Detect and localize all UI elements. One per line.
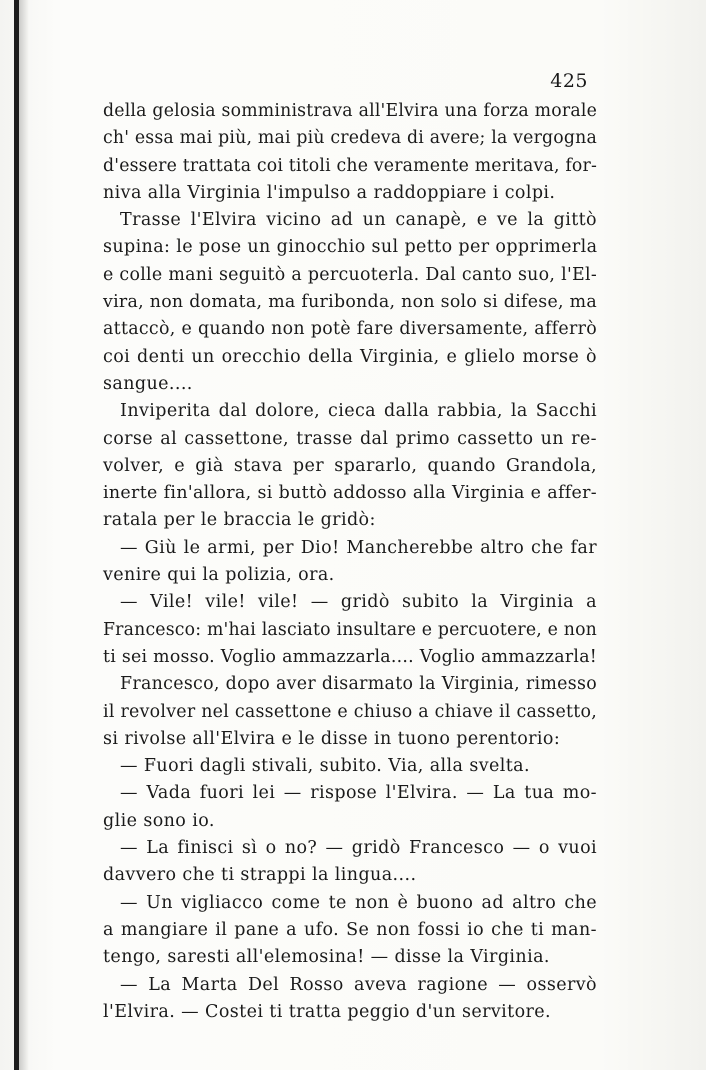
text-line: ti sei mosso. Voglio ammazzarla.... Voglio ammazzarla! [103,646,597,667]
text-line: ch' essa mai più, mai più credeva di avere; la vergogna [103,128,597,149]
text-line: Inviperita dal dolore, cieca dalla rabbia, la Sacchi [120,401,597,422]
text-line: — Un vigliacco come te non è buono ad altro che [120,892,597,913]
text-line: vira, non domata, ma furibonda, non solo si difese, ma [103,292,597,313]
text-line: coi denti un orecchio della Virginia, e glielo morse ò [103,346,597,367]
text-line: Trasse l'Elvira vicino ad un canapè, e ve la gittò [120,210,597,231]
text-line: — La Marta Del Rosso aveva ragione — osservò [120,974,597,995]
text-line: davvero che ti strappi la lingua.... [103,865,417,886]
text-line: tengo, saresti all'elemosina! — disse la Virginia. [103,947,550,968]
text-line: d'essere trattata coi titoli che veramente meritava, for- [103,155,597,176]
text-line: ratala per le braccia le gridò: [103,510,376,531]
text-line: — Fuori dagli stivali, subito. Via, alla svelta. [120,756,530,777]
body-text [103,98,597,1026]
text-line: il revolver nel cassettone e chiuso a chiave il cassetto, [103,701,598,722]
text-line: — La finisci sì o no? — gridò Francesco — o vuoi [120,838,597,859]
text-line: della gelosia somministrava all'Elvira una forza morale [103,101,597,121]
text-line: volver, e già stava per spararlo, quando Grandola, [103,455,597,476]
text-line: a mangiare il pane a ufo. Se non fossi io che ti man- [103,919,597,940]
text-line: Francesco, dopo aver disarmato la Virginia, rimesso [120,674,597,695]
text-line: sangue.... [103,373,193,394]
text-line: supina: le pose un ginocchio sul petto per opprimerla [103,237,598,258]
text-line: Francesco: m'hai lasciato insultare e percuotere, e non [103,619,597,640]
text-line: — Vada fuori lei — rispose l'Elvira. — La tua mo- [120,783,597,804]
text-line: e colle mani seguitò a percuoterla. Dal canto suo, l'El- [103,264,597,285]
text-line: niva alla Virginia l'impulso a raddoppiare i colpi. [103,182,556,203]
text-line: l'Elvira. — Costei ti tratta peggio d'un servitore. [103,1001,552,1022]
text-line: attaccò, e quando non potè fare diversamente, afferrò [103,319,597,340]
text-line: venire qui la polizia, ora. [103,565,335,586]
text-line: corse al cassettone, trasse dal primo cassetto un re- [103,428,597,449]
text-line: si rivolse all'Elvira e le disse in tuono perentorio: [103,728,561,749]
text-line: inerte fin'allora, si buttò addosso alla Virginia e affer- [103,483,597,504]
page-number: 425 [550,70,588,92]
text-line: — Vile! vile! vile! — gridò subito la Virginia a [120,592,597,613]
text-line: — Giù le armi, per Dio! Mancherebbe altro che far [120,537,597,558]
text-line: glie sono io. [103,810,215,831]
binding-shadow [19,0,29,1070]
